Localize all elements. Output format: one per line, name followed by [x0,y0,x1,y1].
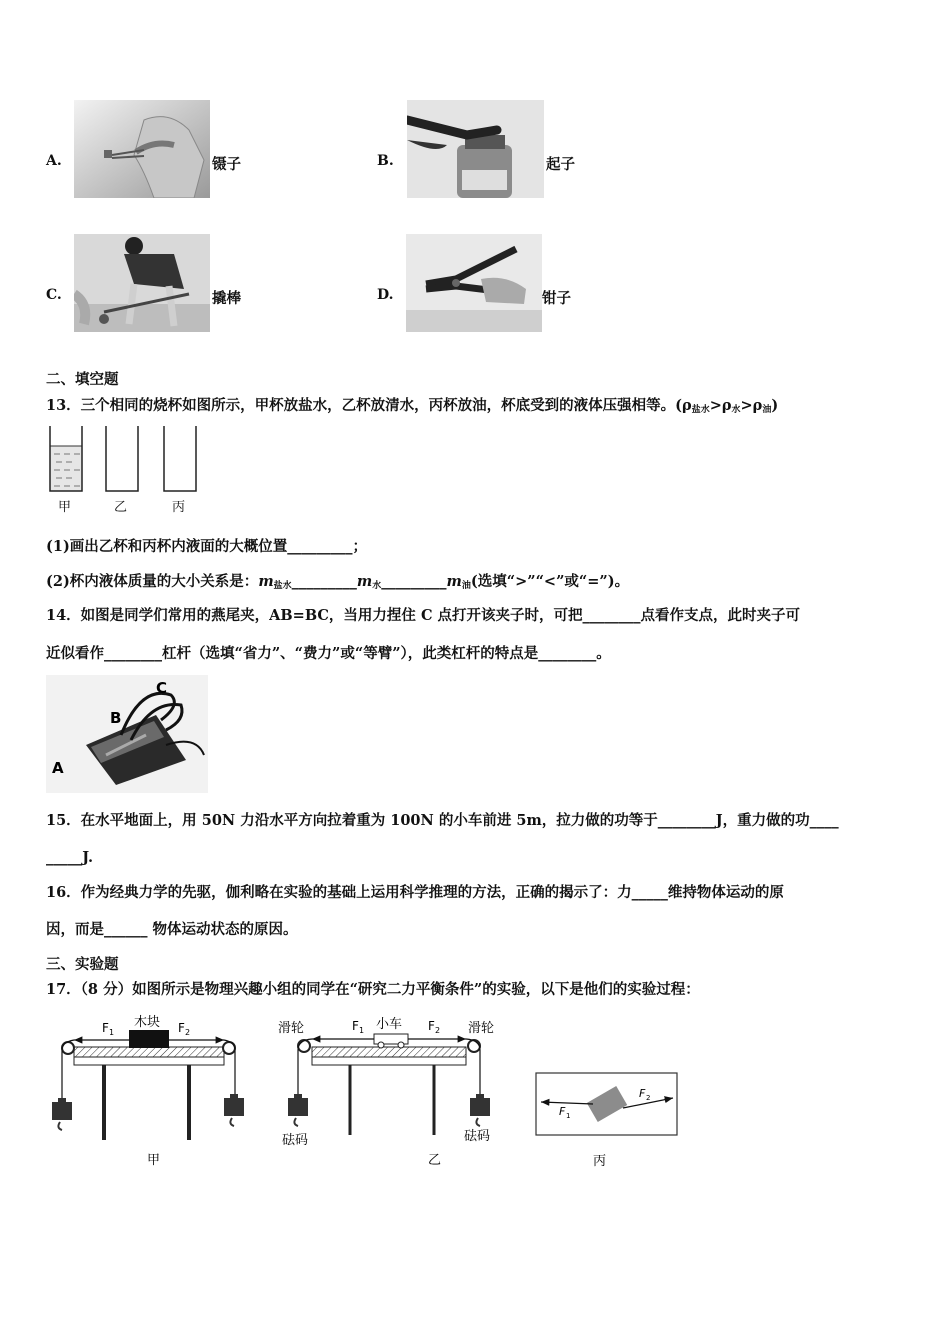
q16-line1: 16．作为经典力学的先驱，伽利略在实验的基础上运用科学推理的方法，正确的揭示了：力_____维持物体运动的原 [46,884,784,901]
jia-f2-label: F [178,1021,185,1035]
section-3-title: 三、实验题 [46,956,119,973]
figure-yi-drawing [276,1010,508,1170]
beaker-label-bing: 丙 [172,500,186,515]
beaker-label-jia: 甲 [58,500,72,515]
q13-part2: (2)杯内液体质量的大小关系是：$m_{盐水}\_\_\_\_\_\_\_\_\_m_水\_\_\_\_\_\_\_\_\_m_油$(选填“>”“<”或“=”)。 [46,573,630,591]
yi-pulley-left-label: 滑轮 [278,1021,305,1036]
figure-bing [535,1072,680,1172]
option-c-letter: C. [46,287,62,303]
jia-block-label: 木块 [134,1015,161,1030]
beakers-drawing [46,424,206,494]
option-a-letter: A. [46,153,62,169]
crowbar-photo [74,234,210,332]
option-b-letter: B. [377,153,394,169]
yi-f2-label: F [428,1019,435,1033]
yi-weight-right-label: 砝码 [464,1129,491,1144]
clip-label-c: C [156,679,168,697]
pliers-photo [406,234,542,332]
jia-f2-sub: 2 [185,1028,191,1037]
binder-clip-drawing [46,675,208,793]
bing-f1-label: F [559,1105,566,1118]
jia-f1-label: F [102,1021,109,1035]
section-2-title: 二、填空题 [46,371,119,388]
q14-line2: 近似看作________杠杆（选填“省力”、“费力”或“等臂”），此类杠杆的特点是________。 [46,645,611,662]
q13-stem: 13．三个相同的烧杯如图所示，甲杯放盐水，乙杯放清水，丙杯放油，杯底受到的液体压强相等。$(\rho_{盐水}>\rho_水>\rho_油)$ [46,397,779,415]
beaker-label-yi: 乙 [114,500,128,515]
yi-pulley-right-label: 滑轮 [468,1021,495,1036]
bing-f2-label: F [639,1087,646,1100]
q16-line2: 因，而是______ 物体运动状态的原因。 [46,921,298,938]
figure-jia-drawing [44,1010,254,1170]
figure-yi [276,1010,508,1170]
yi-f2-sub: 2 [435,1026,441,1035]
q13-part1: (1)画出乙杯和丙杯内液面的大概位置_________； [46,538,368,555]
figure-bing-drawing [535,1072,680,1172]
option-b-name: 起子 [546,156,575,173]
option-d-letter: D. [377,287,394,303]
option-a-name: 镊子 [212,156,241,173]
yi-caption: 乙 [428,1153,442,1168]
clip-label-a: A [52,759,64,777]
q17-stem: 17．（8 分）如图所示是物理兴趣小组的同学在“研究二力平衡条件”的实验，以下是他们的实验过程： [46,981,700,998]
option-c-name: 撬棒 [212,290,241,307]
jia-f1-sub: 1 [109,1028,115,1037]
bottle-opener-photo [407,100,544,198]
figure-jia [44,1010,254,1170]
bing-f2-sub: 2 [646,1094,651,1102]
binder-clip-figure [46,675,208,793]
yi-cart-label: 小车 [376,1017,403,1032]
beakers-figure [46,424,206,514]
yi-weight-left-label: 砝码 [282,1133,309,1148]
tweezers-photo [74,100,210,198]
bing-f1-sub: 1 [566,1112,571,1120]
yi-f1-label: F [352,1019,359,1033]
q15-line2: _____J. [46,849,94,866]
bing-caption: 丙 [593,1154,607,1169]
option-d-name: 钳子 [542,290,571,307]
q15-line1: 15．在水平地面上，用 50N 力沿水平方向拉着重为 100N 的小车前进 5m，拉力做的功等于________J，重力做的功____ [46,812,839,829]
q14-line1: 14．如图是同学们常用的燕尾夹，AB=BC，当用力捏住 C 点打开该夹子时，可把________点看作支点，此时夹子可 [46,607,801,624]
clip-label-b: B [110,709,122,727]
yi-f1-sub: 1 [359,1026,365,1035]
jia-caption: 甲 [147,1153,161,1168]
